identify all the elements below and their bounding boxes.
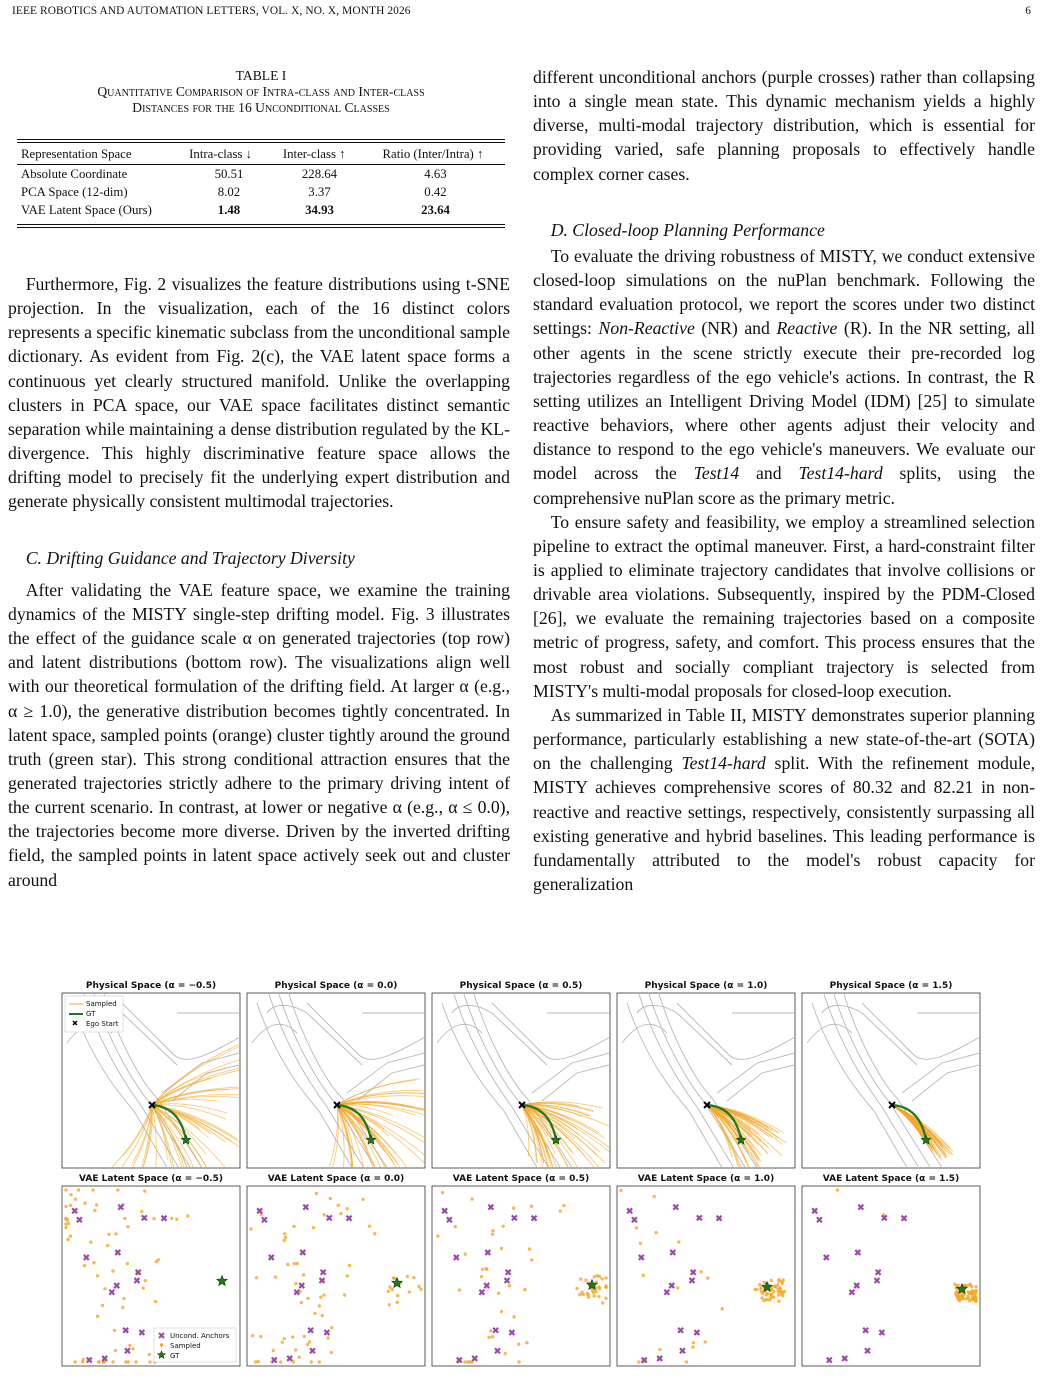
paragraph: To ensure safety and feasibility, we employ a streamlined selection pipeline to extract the optimal maneuver. First, a hard-constraint filter is applied to eliminate trajectory candidates that involve collisions or drivable area violations. Subsequently, inspired by the PDM-Closed [26], we evaluate the remaining trajectories based on a composite metric of progress, safety, and comfort. This process ensures that the most robust and socially compliant trajectory is selected from MISTY's multi-modal proposals for closed-loop execution. [533,511,1035,701]
panel-title: VAE Latent Space (α = 1.0) [637,1174,775,1184]
sampled-point [955,1294,958,1297]
legend-bottom [154,1328,236,1362]
table-row [17,183,505,201]
sampled-point [783,1290,786,1293]
sampled-point [965,1297,968,1300]
panel-frame [802,993,980,1168]
sampled-point [154,1300,157,1303]
sampled-point [298,1355,301,1358]
sampled-point [93,1209,96,1212]
sampled-point [251,1334,254,1337]
sampled-point [525,1341,528,1344]
legend-label: GT [170,1352,180,1360]
sampled-point [769,1293,772,1296]
table-header-row [17,145,505,163]
comparison-table-body [17,165,505,219]
sampled-point [489,1329,492,1332]
sampled-point [69,1234,72,1237]
sampled-point [111,1269,114,1272]
sampled-point [274,1275,277,1278]
table-cell: 0.42 [424,184,447,199]
sampled-point [388,1285,391,1288]
sampled-point [64,1188,67,1191]
figure-3 [0,975,1043,1395]
paragraph: After validating the VAE feature space, we examine the training dynamics of the MISTY single-step drifting model. Fig. 3 illustrates the effect of the guidance scale α on generated trajectories (top row) and latent distributions (bottom row). The visualizations align well with our theoretical formulation of the drifting field. At larger α (e.g., α ≥ 1.0), the generative distribution becomes tightly concentrated. In latent space, sampled points (orange) cluster tightly around the ground truth (green star). This strong conditional attraction ensures that the generated trajectories strictly adhere to the primary driving intent of the current scenario. In contrast, at lower or negative α (e.g., α ≤ 0.0), the trajectories become more diverse. Driven by the inverted drifting field, the sampled points in latent space actively seek out and cluster around [8,579,510,890]
sampled-point [777,1278,780,1281]
sampled-point [92,1261,95,1264]
sampled-point [391,1288,394,1291]
sampled-point [395,1301,398,1304]
table-cell: 8.02 [217,184,241,199]
sampled-point [296,1262,299,1265]
sampled-point [512,1315,515,1318]
sampled-point [765,1293,768,1296]
table-row [17,165,505,183]
comparison-table [17,145,505,163]
col-header: Representation Space [21,146,132,161]
sampled-point [836,1188,839,1191]
sampled-point [500,1310,503,1313]
table-cell: PCA Space (12-dim) [21,184,128,199]
sampled-point [343,1293,346,1296]
sampled-point [408,1290,411,1293]
panel-title: Physical Space (α = 0.5) [459,981,583,991]
sampled-point [406,1275,409,1278]
sampled-point [313,1312,316,1315]
table-cell: 34.93 [305,202,334,217]
sampled-point [777,1299,780,1302]
legend-label: Ego Start [86,1020,119,1028]
sampled-point [562,1204,565,1207]
sampled-point [770,1279,773,1282]
sampled-point [600,1277,603,1280]
sampled-point [961,1297,964,1300]
sampled-point [604,1276,607,1279]
sampled-point [500,1247,503,1250]
panel-title: VAE Latent Space (α = 0.0) [267,1174,405,1184]
sampled-point [601,1301,604,1304]
table-cell: 1.48 [217,202,241,217]
table-cell: 4.63 [424,166,447,181]
sampled-point [592,1294,595,1297]
journal-title: IEEE ROBOTICS AND AUTOMATION LETTERS, VOL. X, NO. X, MONTH 2026 [12,5,411,17]
sampled-point [970,1285,973,1288]
sampled-point [619,1189,622,1192]
sampled-point [417,1285,420,1288]
sampled-point [373,1232,376,1235]
sampled-point [458,1288,461,1291]
sampled-point [654,1231,657,1234]
sampled-point [464,1252,467,1255]
sampled-point [89,1241,92,1244]
sampled-point [309,1360,312,1363]
sampled-point [587,1296,590,1299]
sampled-point [83,1202,86,1205]
sampled-point [396,1294,399,1297]
sampled-point [126,1262,129,1265]
sampled-point [134,1360,137,1363]
sampled-point [639,1242,642,1245]
sampled-point [64,1226,67,1229]
panel-frame [802,1186,980,1366]
sampled-point [126,1225,129,1228]
sampled-point [292,1225,295,1228]
sampled-point [361,1198,364,1201]
sampled-point [294,1282,297,1285]
left-column [8,272,510,892]
sampled-point [249,1227,252,1230]
sampled-point [685,1360,688,1363]
sampled-point [523,1288,526,1291]
panel-frame [432,1186,610,1366]
sampled-point [91,1188,94,1191]
sampled-point [337,1204,340,1207]
sampled-point [122,1297,125,1300]
sampled-point [348,1264,351,1267]
latent-panel [247,1186,425,1366]
latent-panel [617,1186,795,1366]
right-column [533,65,1035,896]
sampled-point [259,1335,262,1338]
sampled-point [387,1290,390,1293]
sampled-point [142,1286,145,1289]
sampled-point [512,1206,515,1209]
sampled-point [323,1213,326,1216]
sampled-point [69,1193,72,1196]
sampled-point [286,1263,289,1266]
table-caption [17,68,505,116]
section-heading-c: C. Drifting Guidance and Trajectory Diversity [25,547,355,568]
paragraph: As summarized in Table II, MISTY demonstrates superior planning performance, particularly establishing a new state-of-the-art (SOTA) on the challenging Test14-hard split. With the refinement module, MISTY achieves comprehensive scores of 80.32 and 82.21 in non-reactive and reactive settings, respectively, consistently surpassing all existing generative and hybrid baselines. This leading performance is fundamentally attributed to the model's robust capacity for generalization [533,704,1036,894]
sampled-point [692,1341,695,1344]
sampled-point [412,1276,415,1279]
sampled-point [779,1287,782,1290]
sampled-point [604,1297,607,1300]
sampled-point [758,1283,761,1286]
sampled-point [777,1293,780,1296]
sampled-point [96,1315,99,1318]
sampled-point [755,1288,758,1291]
sampled-point [676,1286,679,1289]
sampled-point [392,1276,395,1279]
physical-panel [432,988,621,1192]
sampled-point [128,1344,131,1347]
legend-label: GT [86,1010,96,1018]
sampled-point [653,1195,656,1198]
physical-panel [617,988,802,1183]
sampled-point [66,1238,69,1241]
sampled-point [81,1358,84,1361]
sampled-point [592,1291,595,1294]
sampled-point [330,1326,333,1329]
sampled-point [720,1307,723,1310]
sampled-point [597,1295,600,1298]
table-row [17,201,505,219]
sampled-point [67,1222,70,1225]
sampled-point [530,1258,533,1261]
sampled-point [691,1345,694,1348]
sampled-point [175,1218,178,1221]
sampled-point [491,1229,494,1232]
sampled-point [480,1275,483,1278]
sampled-point [96,1274,99,1277]
sampled-point [436,1234,439,1237]
col-header: Intra-class ↓ [189,146,253,161]
sampled-point [322,1293,325,1296]
sampled-point [368,1225,371,1228]
sampled-point [463,1360,466,1363]
sampled-point [300,1301,303,1304]
panel-frame [247,1186,425,1366]
table-cell: 228.64 [301,166,338,181]
sampled-point [121,1306,124,1309]
sampled-point [284,1236,287,1239]
sampled-point [255,1276,258,1279]
sampled-point [604,1284,607,1287]
panel-title: VAE Latent Space (α = 0.5) [452,1174,590,1184]
table-cell: VAE Latent Space (Ours) [21,202,152,217]
sampled-point [106,1244,109,1247]
sampled-point [582,1293,585,1296]
sampled-point [303,1335,306,1338]
col-header: Ratio (Inter/Intra) ↑ [382,146,484,161]
sampled-point [703,1340,706,1343]
sampled-point [487,1336,490,1339]
sampled-point [528,1247,531,1250]
sampled-point [454,1225,457,1228]
sampled-point [772,1296,775,1299]
sampled-point [491,1233,494,1236]
sampled-point [272,1349,275,1352]
sampled-point [504,1352,507,1355]
panel-title: Physical Space (α = −0.5) [85,981,217,991]
panel-title: Physical Space (α = 1.5) [829,981,953,991]
paragraph: Furthermore, Fig. 2 visualizes the feature distributions using t-SNE projection. In the visualization, each of the 16 distinct colors represents a specific kinematic subclass from the unconditional sample dictionary. As evident from Fig. 2(c), the VAE latent space forms a continuous yet clearly structured manifold. Unlike the overlapping clusters in PCA space, our VAE space facilitates distinct semantic separation while maintaining a dense distribution regulated by the KL-divergence. This highly discriminative feature space allows the drifting model to precisely fit the underlying expert distribution and generate physically consistent multimodal trajectories. [8,274,510,512]
sampled-point [319,1296,322,1299]
sampled-point [281,1340,284,1343]
sampled-point [294,1348,297,1351]
sampled-point [466,1360,469,1363]
sampled-point [766,1298,769,1301]
sampled-point [658,1348,661,1351]
sampled-point [283,1232,286,1235]
sampled-point [470,1197,473,1200]
sampled-point [131,1347,134,1350]
sampled-point [282,1239,285,1242]
panel-title: VAE Latent Space (α = 1.5) [822,1174,960,1184]
sampled-point [114,1232,117,1235]
legend-swatch [160,1343,163,1346]
sampled-point [584,1279,587,1282]
sampled-point [419,1288,422,1291]
sampled-point [170,1217,173,1220]
sampled-point [74,1197,77,1200]
table-cell: 23.64 [421,202,450,217]
sampled-point [481,1268,484,1271]
sampled-point [148,1360,151,1363]
sampled-point [124,1360,127,1363]
sampled-point [575,1287,578,1290]
sampled-point [517,1360,520,1363]
sampled-point [346,1207,349,1210]
col-header: Inter-class ↑ [282,146,346,161]
table-cell: Absolute Coordinate [21,166,128,181]
sampled-point [330,1351,333,1354]
running-header [12,5,1031,17]
sampled-point [780,1292,783,1295]
sampled-point [279,1360,282,1363]
sampled-point [143,1189,146,1192]
latent-panel [432,1186,610,1366]
sampled-point [107,1233,110,1236]
legend-top [65,996,123,1032]
sampled-point [318,1304,321,1307]
sampled-point [974,1298,977,1301]
sampled-point [517,1343,520,1346]
sampled-point [312,1226,315,1229]
sampled-point [155,1260,158,1263]
sampled-point [293,1262,296,1265]
panel-title: VAE Latent Space (α = −0.5) [79,1174,223,1184]
sampled-point [635,1226,638,1229]
sampled-point [123,1217,126,1220]
sampled-point [970,1293,973,1296]
sampled-point [315,1192,318,1195]
sampled-point [97,1360,100,1363]
sampled-point [254,1360,257,1363]
sampled-point [66,1218,69,1221]
sampled-point [579,1277,582,1280]
sampled-point [642,1274,645,1277]
sampled-point [501,1225,504,1228]
sampled-point [637,1360,640,1363]
table-label: TABLE I [235,68,287,83]
panel-frame [247,993,425,1168]
legend-label: Sampled [86,1000,117,1008]
sampled-point [968,1299,971,1302]
sampled-point [497,1292,500,1295]
sampled-point [593,1275,596,1278]
sampled-point [302,1273,305,1276]
sampled-point [759,1287,762,1290]
sampled-point [530,1205,533,1208]
sampled-point [326,1336,329,1339]
sampled-point [441,1191,444,1194]
sampled-point [113,1329,116,1332]
sampled-point [339,1212,342,1215]
sampled-point [346,1274,349,1277]
sampled-point [760,1290,763,1293]
sampled-point [114,1349,117,1352]
sampled-point [306,1343,309,1346]
latent-panel [802,1186,980,1366]
sampled-point [762,1281,765,1284]
section-heading-d: D. Closed-loop Planning Performance [550,219,825,240]
paragraph: To evaluate the driving robustness of MISTY, we conduct extensive closed-loop simulations on the nuPlan benchmark. Following the standard evaluation protocol, we report the scores under two distinct settings: Non-Reactive (NR) and Reactive (R). In the NR setting, all other agents in the scene strictly execute their pre-recorded log trajectories regardless of the ego vehicle's actions. In contrast, the R setting utilizes an Intelligent Driving Model (IDM) [25] to simulate reactive behaviors, where other agents adjust their velocity and distance to respond to the ego vehicle's maneuvers. We evaluate our model across the Test14 and Test14-hard splits, using the comprehensive nuPlan score as the primary metric. [533,245,1035,508]
sampled-point [773,1285,776,1288]
physical-panel [802,988,987,1183]
sampled-point [101,1304,104,1307]
sampled-point [83,1264,86,1267]
sampled-point [598,1286,601,1289]
sampled-point [148,1353,151,1356]
table-title-line1: Quantitative Comparison of Intra-class and Inter-class [97,84,425,99]
sampled-point [69,1204,72,1207]
sampled-point [306,1297,309,1300]
table-title-line2: Distances for the 16 Unconditional Classes [132,100,390,115]
sampled-point [186,1214,189,1217]
sampled-point [283,1337,286,1340]
sampled-point [971,1297,974,1300]
sampled-point [677,1240,680,1243]
sampled-point [776,1283,779,1286]
sampled-point [103,1287,106,1290]
sampled-point [974,1285,977,1288]
sampled-point [291,1335,294,1338]
sampled-point [781,1278,784,1281]
sampled-point [152,1217,155,1220]
page-number: 6 [1025,5,1031,17]
legend-label: Uncond. Anchors [170,1332,230,1340]
sampled-point [321,1314,324,1317]
sampled-point [144,1279,147,1282]
sampled-point [508,1284,511,1287]
sampled-point [586,1292,589,1295]
sampled-point [111,1360,114,1363]
sampled-point [960,1293,963,1296]
legend-label: Sampled [170,1342,201,1350]
sampled-point [578,1293,581,1296]
sampled-point [491,1335,494,1338]
sampled-point [329,1197,332,1200]
table-cell: 3.37 [308,184,331,199]
sampled-point [95,1203,98,1206]
sampled-point [64,1205,67,1208]
sampled-point [388,1303,391,1306]
sampled-point [140,1210,143,1213]
sampled-point [700,1270,703,1273]
panel-title: Physical Space (α = 0.0) [274,981,398,991]
sampled-point [706,1276,709,1279]
sampled-point [318,1360,321,1363]
panel-frame [617,993,795,1168]
sampled-point [116,1188,119,1191]
paragraph: different unconditional anchors (purple crosses) rather than collapsing into a single mean state. This dynamic mechanism yields a highly diverse, multi-modal trajectory distribution, which is essential for providing varied, safe planning proposals to effectively handle complex corner cases. [533,67,1035,184]
panel-frame [432,993,610,1168]
table-cell: 50.51 [214,166,244,181]
sampled-point [77,1188,80,1191]
sampled-point [953,1283,956,1286]
panel-title: Physical Space (α = 1.0) [644,981,768,991]
sampled-point [485,1268,488,1271]
sampled-point [73,1360,76,1363]
sampled-point [559,1209,562,1212]
